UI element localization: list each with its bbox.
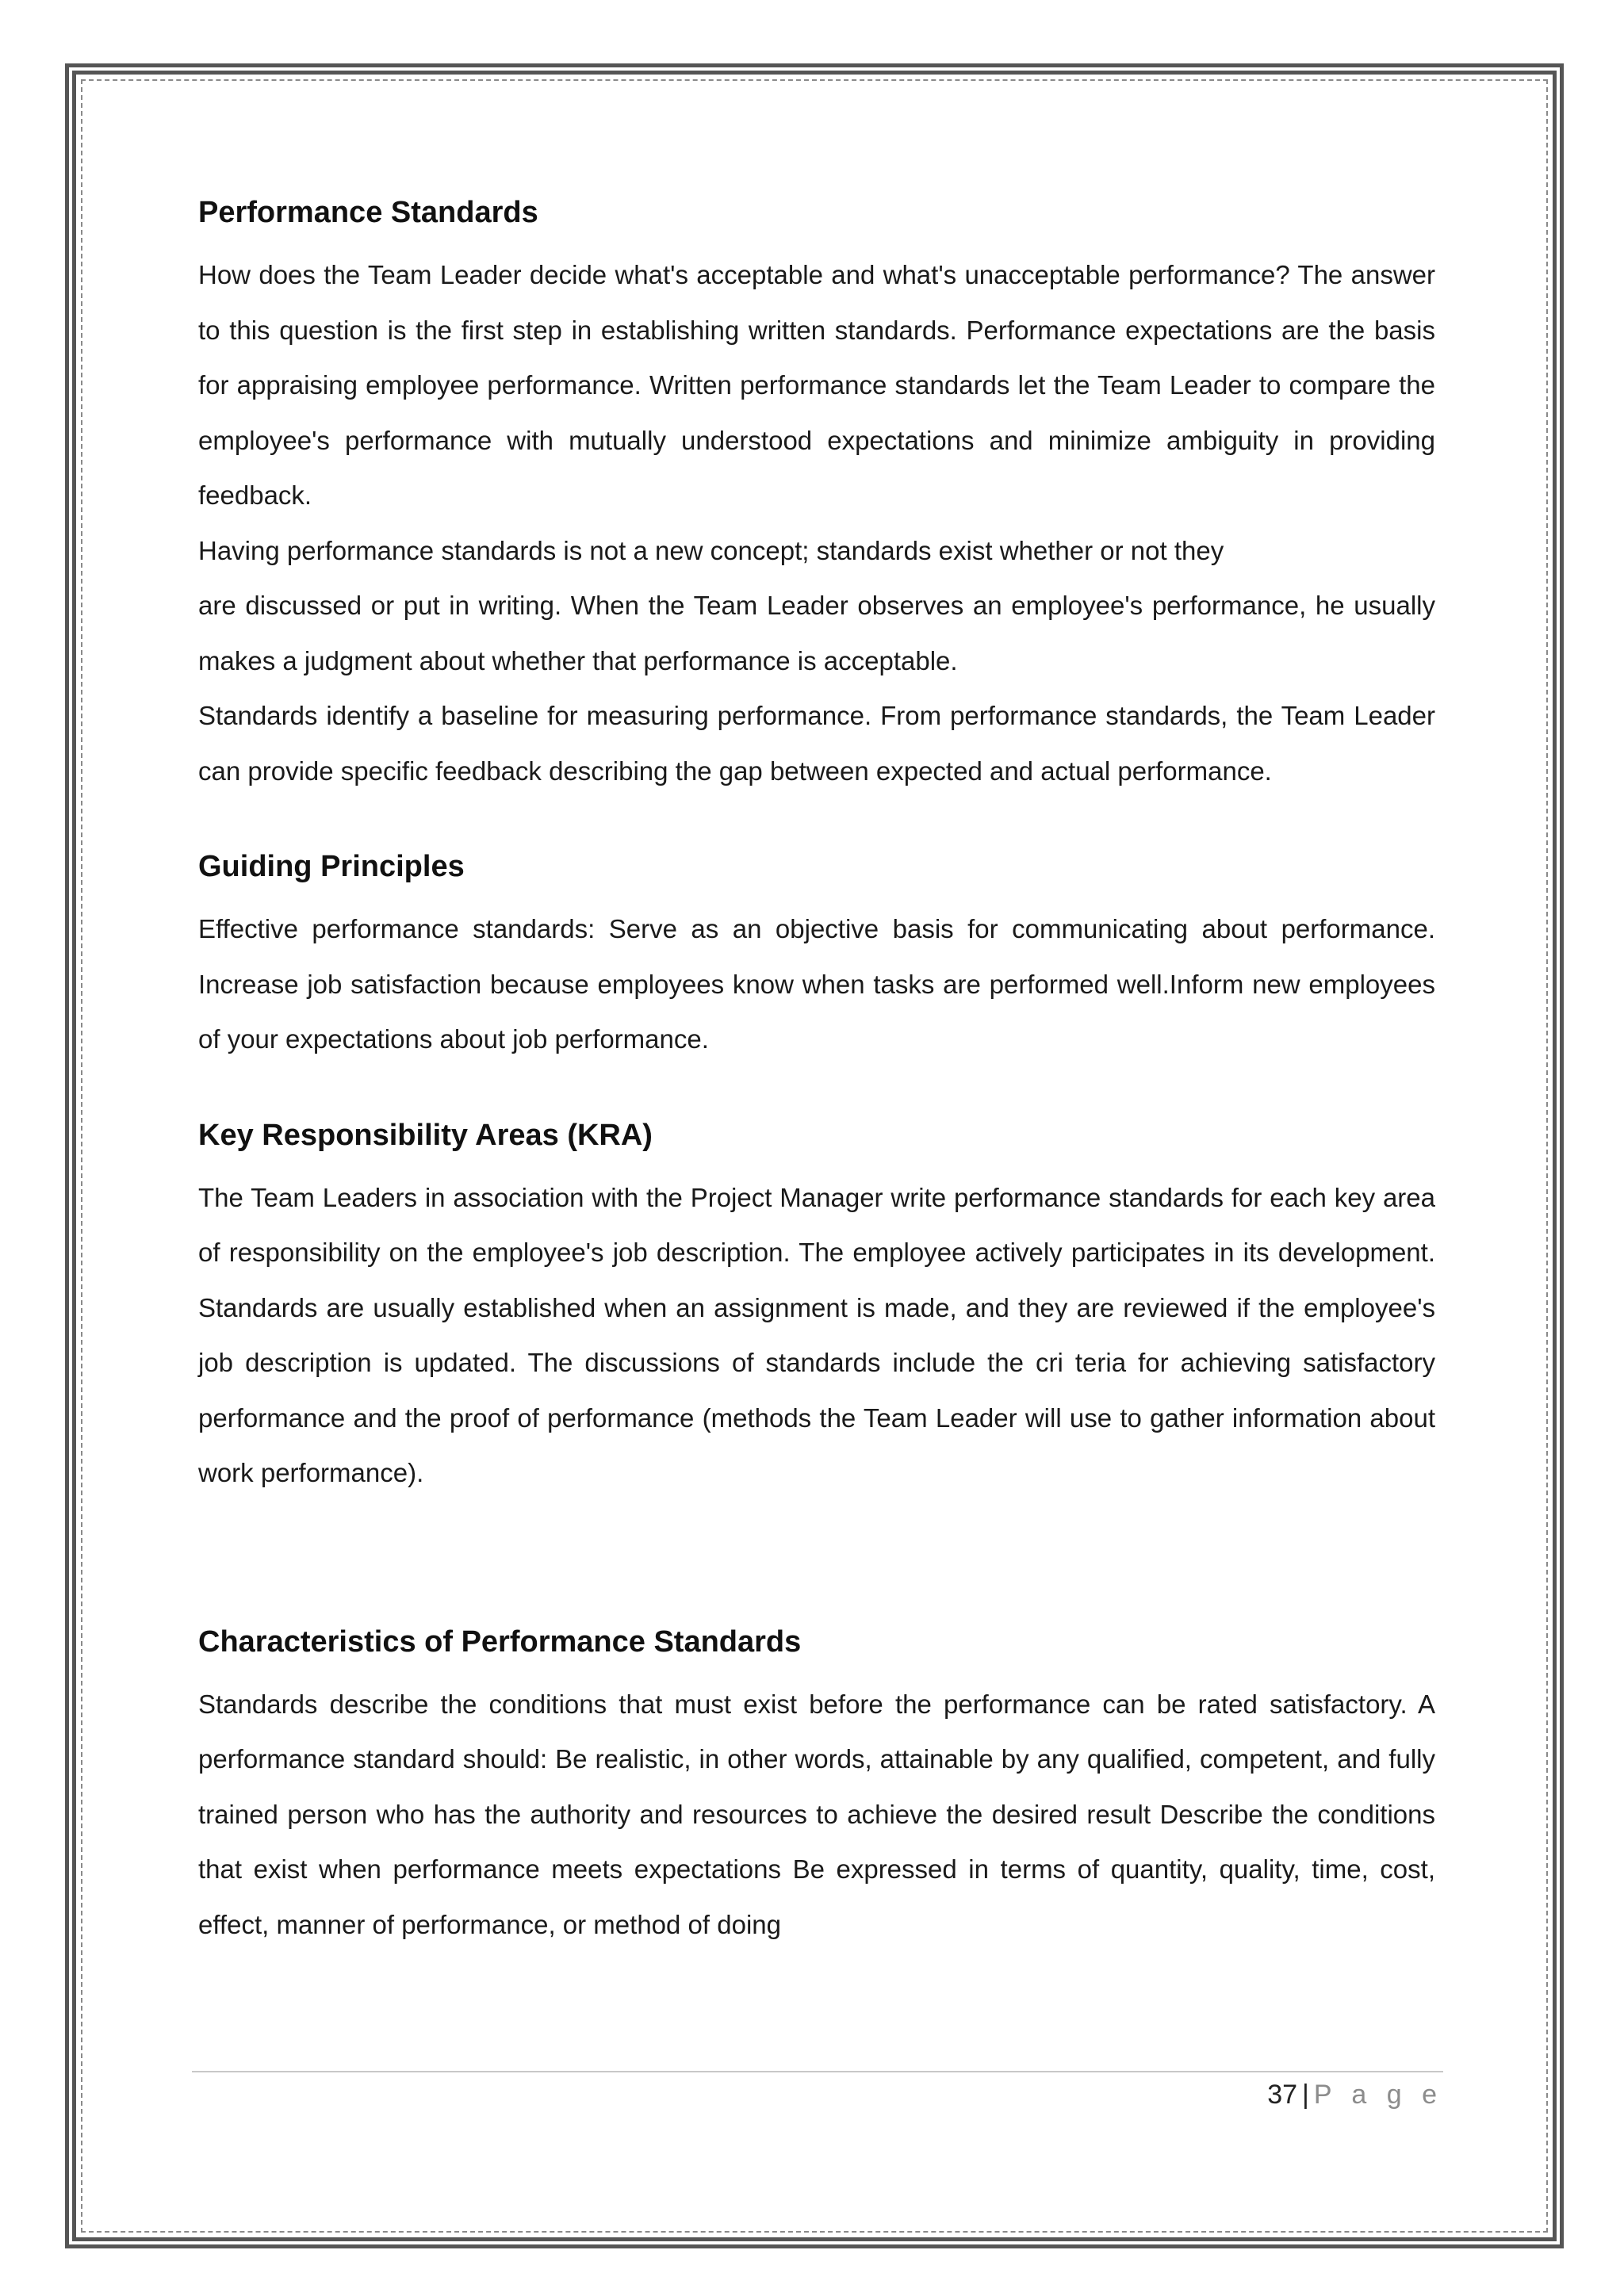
spacer	[198, 1067, 1435, 1113]
page-footer	[1267, 2072, 1443, 2117]
document-body	[198, 190, 1435, 1952]
section-performance-standards	[198, 190, 1435, 798]
paragraph: How does the Team Leader decide what's acceptable and what's unacceptable performance? The answer to this question is the first step in establishing written standards. Performance expectations are the basis for appraising employee performance. Written performance standards let the Team Leader to compare the employee's performance with mutually understood expectations and minimize ambiguity in providing feedback.	[198, 260, 1435, 510]
page-label: P a g e	[1313, 2080, 1443, 2110]
footer-divider	[192, 2071, 1443, 2072]
spacer	[198, 798, 1435, 844]
paragraph: Standards identify a baseline for measuring performance. From performance standards, the Team Leader can provide specific feedback describing the gap between expected and actual performance.	[198, 701, 1435, 786]
paragraph: Standards describe the conditions that must exist before the performance can be rated satisfactory. A performance standard should: Be realistic, in other words, attainable by any qualified, competent, and fully trained person who has the authority and resources to achieve the desired result Describe the conditions that exist when performance meets expectations Be expressed in terms of quantity, quality, time, cost, effect, manner of performance, or method of doing	[198, 1689, 1435, 1939]
paragraph: Effective performance standards: Serve as an objective basis for communicating about performance. Increase job satisfaction because employees know when tasks are performed well.Inform new employees of your expectations about job performance.	[198, 914, 1435, 1054]
paragraph: Having performance standards is not a new concept; standards exist whether or not they	[198, 535, 1224, 565]
section-heading: Guiding Principles	[198, 850, 465, 883]
section-characteristics	[198, 1620, 1435, 1953]
section-key-responsibility-areas	[198, 1113, 1435, 1501]
section-heading: Key Responsibility Areas (KRA)	[198, 1118, 653, 1152]
paragraph: are discussed or put in writing. When the Team Leader observes an employee's performance, he usually makes a judgment about whether that performance is acceptable.	[198, 591, 1435, 675]
section-heading: Characteristics of Performance Standards	[198, 1624, 802, 1659]
section-guiding-principles	[198, 844, 1435, 1067]
page-number: 37	[1267, 2080, 1298, 2110]
footer-separator: |	[1302, 2080, 1309, 2110]
section-heading: Performance Standards	[198, 196, 538, 229]
spacer	[198, 1501, 1435, 1620]
paragraph: The Team Leaders in association with the Project Manager write performance standards for each key area of responsibility on the employee's job description. The employee actively participates in its development. Standards are usually established when an assignment is made, and they are reviewed if the employee's job description is updated. The discussions of standards include the cri teria for achieving satisfactory performance and the proof of performance (methods the Team Leader will use to gather information about work performance).	[198, 1182, 1435, 1487]
